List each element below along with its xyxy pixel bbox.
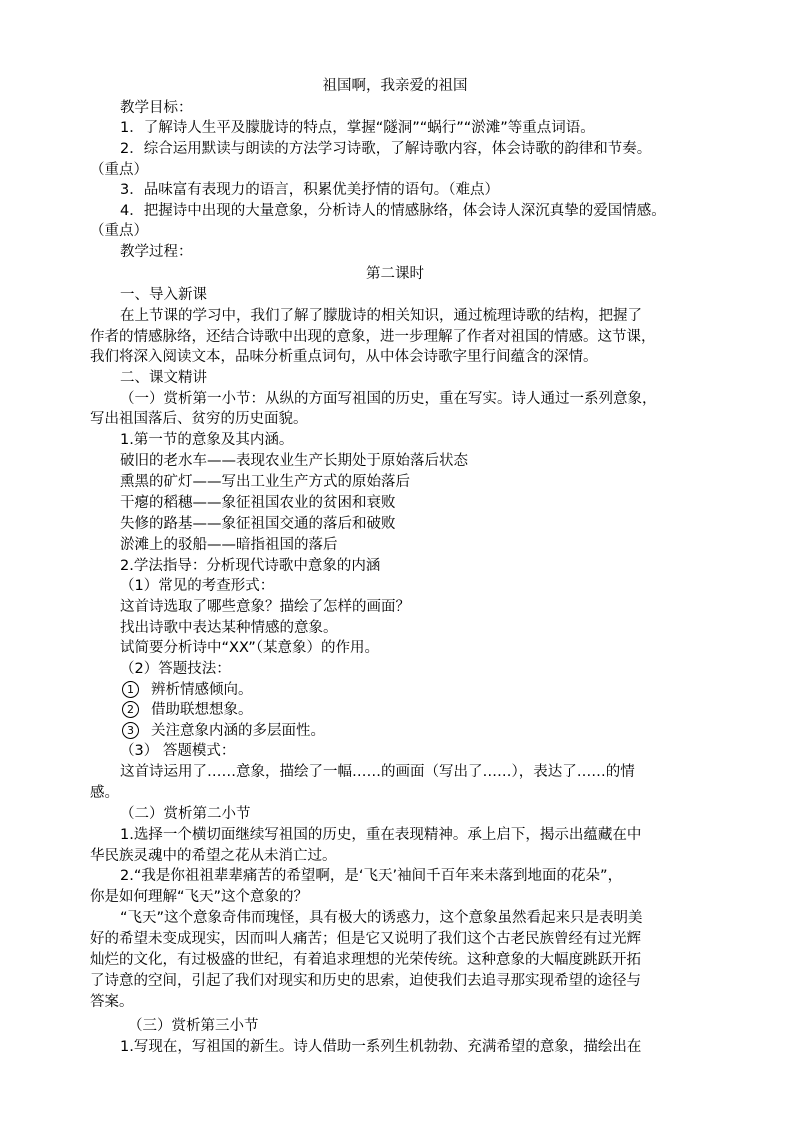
text-line: 试简要分析诗中“XX”（某意象）的作用。 xyxy=(120,640,380,656)
text-line: 3．品味富有表现力的语言，积累优美抒情的语句。（难点） xyxy=(120,182,499,198)
circled-number: 1 xyxy=(122,681,139,698)
list-item xyxy=(122,700,253,721)
circled-number: 2 xyxy=(122,701,139,718)
text-line: 灿烂的文化，有过极盛的世纪，有着追求理想的光荣传统。这种意象的大幅度跳跃开拓 xyxy=(90,952,641,968)
text-line: 答案。 xyxy=(90,994,134,1010)
text-line: （重点） xyxy=(90,162,148,178)
text-line: 感。 xyxy=(90,785,119,801)
text-line: 1.写现在，写祖国的新生。诗人借助一系列生机勃勃、充满希望的意象，描绘出在 xyxy=(120,1039,642,1055)
text-line: 好的希望未变成现实，因而叫人痛苦；但是它又说明了我们这个古老民族曾经有过光辉 xyxy=(90,931,641,947)
text-line: （3） 答题模式： xyxy=(120,743,236,759)
text-line: 这首诗运用了……意象，描绘了一幅……的画面（写出了……），表达了……的情 xyxy=(120,764,635,780)
list-item xyxy=(122,721,325,742)
text-line: 教学目标： xyxy=(120,100,193,116)
circled-number: 3 xyxy=(122,722,139,739)
list-item-text: 借助联想想象。 xyxy=(151,702,253,718)
text-line: 一、导入新课 xyxy=(120,287,207,303)
text-line: 在上节课的学习中，我们了解了朦胧诗的相关知识，通过梳理诗歌的结构，把握了 xyxy=(120,308,642,324)
text-line: 1.第一节的意象及其内涵。 xyxy=(120,432,294,448)
text-line: 教学过程： xyxy=(120,244,193,260)
text-line: 淤滩上的驳船——暗指祖国的落后 xyxy=(120,537,338,553)
page-title: 祖国啊，我亲爱的祖国 xyxy=(322,78,468,94)
text-line: 找出诗歌中表达某种情感的意象。 xyxy=(120,620,338,636)
text-line: 熏黑的矿灯——写出工业生产方式的原始落后 xyxy=(120,474,410,490)
list-item xyxy=(122,680,253,701)
text-line: 2.学法指导：分析现代诗歌中意象的内涵 xyxy=(120,558,381,574)
text-line: 破旧的老水车——表现农业生产长期处于原始落后状态 xyxy=(120,453,468,469)
text-line: 2．综合运用默读与朗读的方法学习诗歌，了解诗歌内容，体会诗歌的韵律和节奏。 xyxy=(120,141,652,157)
text-line: 这首诗选取了哪些意象？描绘了怎样的画面？ xyxy=(120,599,410,615)
text-line: 干瘪的稻穗——象征祖国农业的贫困和衰败 xyxy=(120,495,396,511)
text-line: 2.“我是你祖祖辈辈痛苦的希望啊，是‘飞天’袖间千百年来未落到地面的花朵”， xyxy=(120,868,623,884)
text-line: 华民族灵魂中的希望之花从未消亡过。 xyxy=(90,848,337,864)
text-line: 1.选择一个横切面继续写祖国的历史，重在表现精神。承上启下，揭示出蕴藏在中 xyxy=(120,827,642,843)
text-line: （1）常见的考查形式： xyxy=(120,578,275,594)
text-line: 作者的情感脉络，还结合诗歌中出现的意象，进一步理解了作者对祖国的情感。这节课， xyxy=(90,329,656,345)
text-line: 你是如何理解“飞天”这个意象的？ xyxy=(90,889,309,905)
text-line: 二、课文精讲 xyxy=(120,370,207,386)
section-heading: 第二课时 xyxy=(366,266,424,282)
text-line: （二）赏析第二小节 xyxy=(120,806,251,822)
text-line: （一）赏析第一小节：从纵的方面写祖国的历史，重在写实。诗人通过一系列意象， xyxy=(120,391,657,407)
list-item-text: 关注意象内涵的多层面性。 xyxy=(151,723,325,739)
text-line: （重点） xyxy=(90,223,148,239)
text-line: 了诗意的空间，引起了我们对现实和历史的思索，迫使我们去追寻那实现希望的途径与 xyxy=(90,973,641,989)
text-line: （2）答题技法： xyxy=(120,661,231,677)
text-line: 写出祖国落后、贫穷的历史面貌。 xyxy=(90,411,308,427)
text-line: 1．了解诗人生平及朦胧诗的特点，掌握“隧洞”“蜗行”“淤滩”等重点词语。 xyxy=(120,120,595,136)
text-line: 失修的路基——象征祖国交通的落后和破败 xyxy=(120,516,396,532)
list-item-text: 辨析情感倾向。 xyxy=(151,682,253,698)
text-line: “飞天”这个意象奇伟而瑰怪，具有极大的诱惑力，这个意象虽然看起来只是表明美 xyxy=(120,910,643,926)
text-line: 4．把握诗中出现的大量意象，分析诗人的情感脉络，体会诗人深沉真挚的爱国情感。 xyxy=(120,203,666,219)
text-line: 我们将深入阅读文本，品味分析重点词句，从中体会诗歌字里行间蕴含的深情。 xyxy=(90,349,598,365)
text-line: （三）赏析第三小节 xyxy=(128,1018,259,1034)
